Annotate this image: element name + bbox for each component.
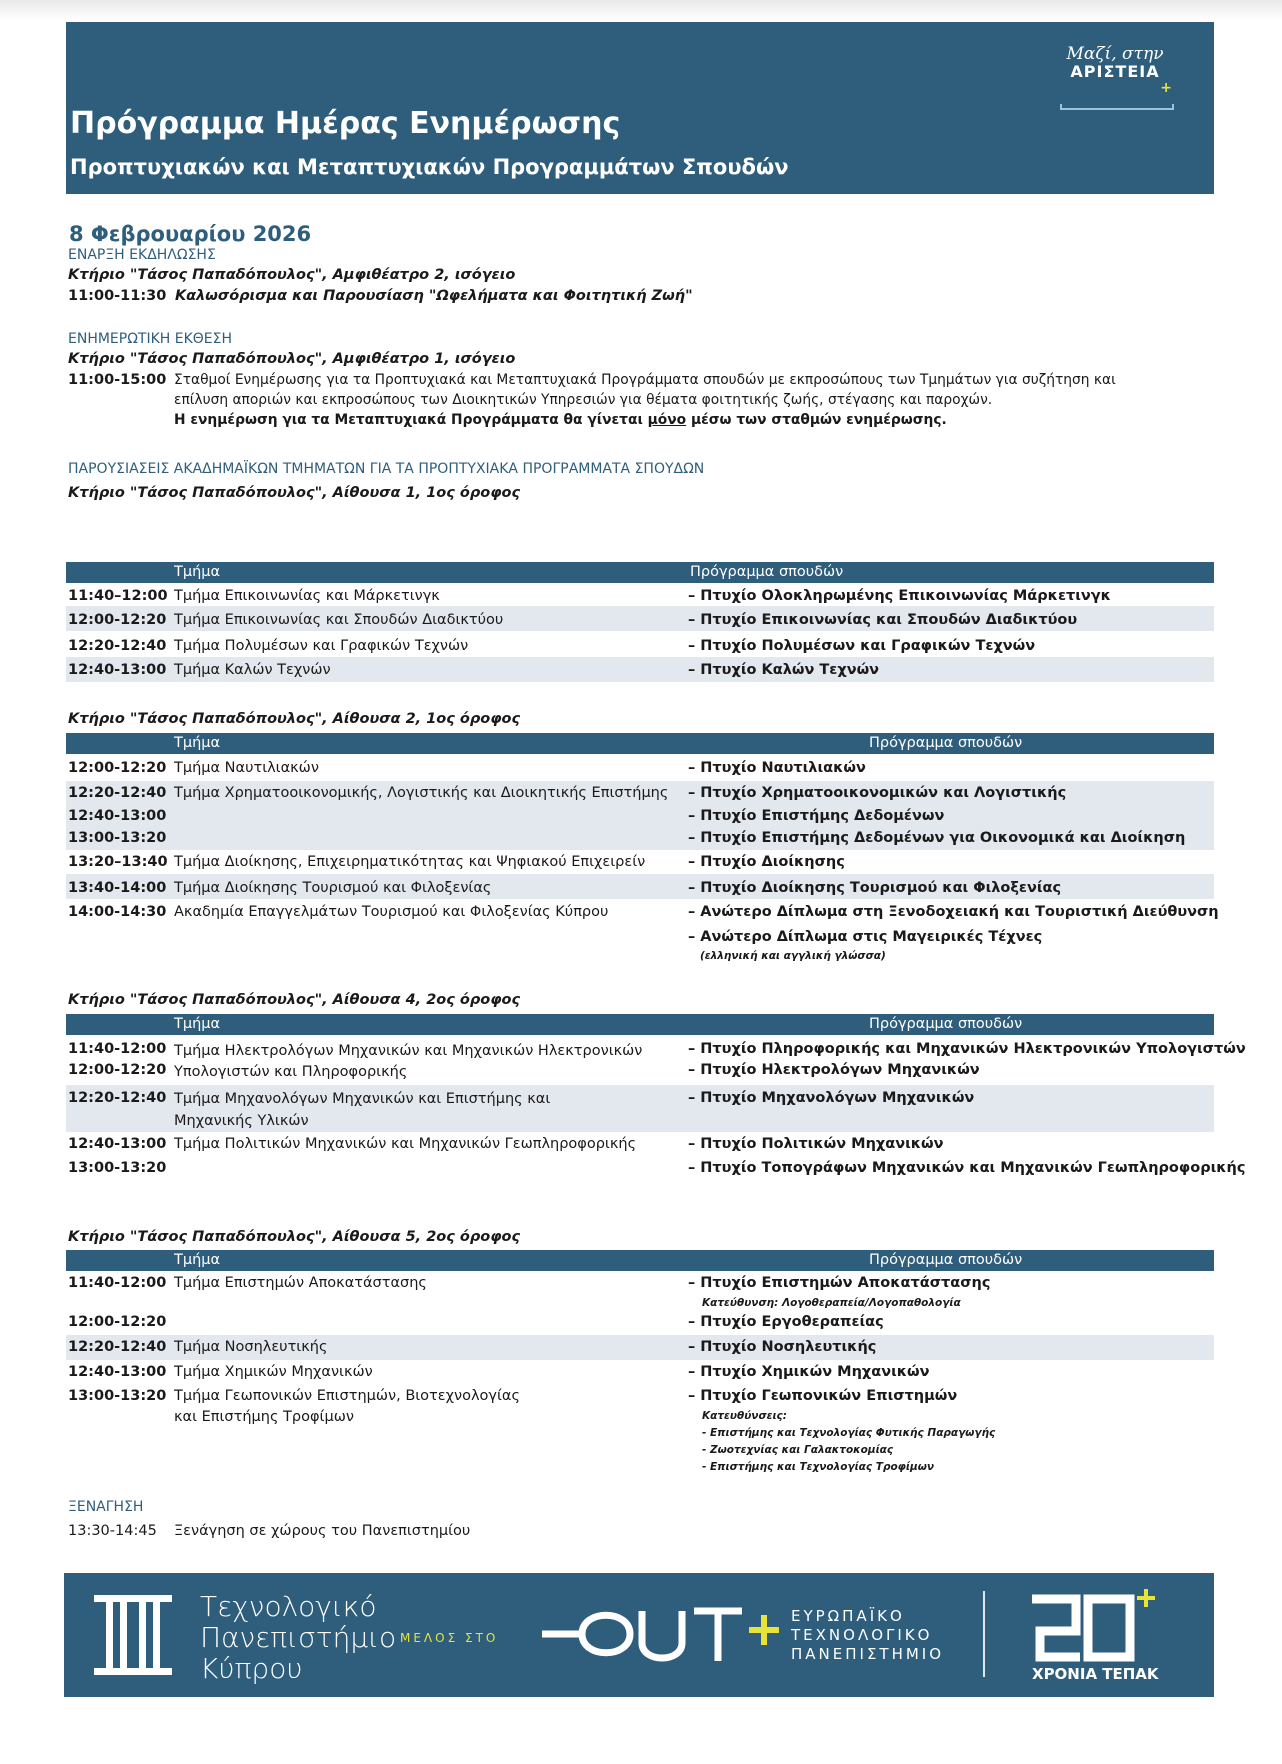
note-before: Η ενημέρωση για τα Μεταπτυχιακά Προγράμματα θα γίνεται xyxy=(174,412,648,428)
table-cell-time: 12:20-12:40 xyxy=(68,1339,167,1355)
table-cell-dept: Τμήμα Καλών Τεχνών xyxy=(174,662,331,678)
hall1-table-header xyxy=(66,562,1214,583)
logo-underline xyxy=(1060,104,1174,110)
col-dept-header: Τμήμα xyxy=(174,564,221,580)
hall4-table-header xyxy=(66,1014,1214,1035)
table-cell-program: – Πτυχίο Μηχανολόγων Μηχανικών xyxy=(688,1090,975,1106)
program-note: - Επιστήμης και Τεχνολογίας Φυτικής Παραγωγής xyxy=(702,1427,996,1439)
table-cell-program: – Ανώτερο Δίπλωμα στις Μαγειρικές Τέχνες xyxy=(688,929,1043,945)
table-cell-time: 13:00-13:20 xyxy=(68,1160,167,1176)
university-name-line3: Κύπρου xyxy=(200,1652,303,1685)
hall4-location: Κτήριο "Τάσος Παπαδόπουλος", Αίθουσα 4, 2ος όροφος xyxy=(68,992,521,1008)
col-dept-header: Τμήμα xyxy=(174,735,221,751)
eut-name xyxy=(791,1607,944,1664)
opening-line xyxy=(68,288,693,304)
page-title: Πρόγραμμα Ημέρας Ενημέρωσης xyxy=(70,106,621,141)
table-cell-program: – Πτυχίο Πληροφορικής και Μηχανικών Ηλεκτρονικών Υπολογιστών xyxy=(688,1041,1246,1057)
table-cell-dept: Τμήμα Ναυτιλιακών xyxy=(174,760,319,776)
table-cell-program: – Πτυχίο Πολυμέσων και Γραφικών Τεχνών xyxy=(688,638,1036,654)
hall5-table-header xyxy=(66,1250,1214,1271)
table-cell-program: – Πτυχίο Επιστήμης Δεδομένων για Οικονομικά και Διοίκηση xyxy=(688,830,1186,846)
table-cell-program: – Πτυχίο Πολιτικών Μηχανικών xyxy=(688,1136,944,1152)
table-cell-time: 11:40–12:00 xyxy=(68,588,168,604)
event-date: 8 Φεβρουαρίου 2026 xyxy=(69,222,312,246)
table-cell-program: – Πτυχίο Εργοθεραπείας xyxy=(688,1314,884,1330)
opening-title: ΕΝΑΡΞΗ ΕΚΔΗΛΩΣΗΣ xyxy=(68,247,216,263)
exhibition-time: 11:00-15:00 xyxy=(68,372,167,388)
table-cell-dept: Μηχανικής Υλικών xyxy=(174,1113,309,1129)
page-top-edge xyxy=(0,0,1282,20)
table-cell-program: – Πτυχίο Τοπογράφων Μηχανικών και Μηχανικών Γεωπληροφορικής xyxy=(688,1160,1246,1176)
table-cell-time: 14:00-14:30 xyxy=(68,904,167,920)
table-cell-time: 12:40-13:00 xyxy=(68,1136,167,1152)
table-cell-dept: Υπολογιστών και Πληροφορικής xyxy=(174,1064,408,1080)
table-cell-program: – Πτυχίο Διοίκησης Τουρισμού και Φιλοξενίας xyxy=(688,880,1062,896)
table-cell-program: – Πτυχίο Επιστήμης Δεδομένων xyxy=(688,808,945,824)
exhibition-line1: Σταθμοί Ενημέρωσης για τα Προπτυχιακά και Μεταπτυχιακά Προγράμματα σπουδών με εκπροσώπους των Τμημάτων για συζήτηση και xyxy=(174,372,1116,388)
table-cell-dept: Ακαδημία Επαγγελμάτων Τουρισμού και Φιλοξενίας Κύπρου xyxy=(174,904,609,920)
table-cell-time: 13:00-13:20 xyxy=(68,1388,167,1404)
anniversary-text: ΧΡΟΝΙΑ ΤΕΠΑΚ xyxy=(1032,1665,1159,1683)
col-program-header: Πρόγραμμα σπουδών xyxy=(869,735,1023,751)
table-cell-program: – Πτυχίο Διοίκησης xyxy=(688,854,845,870)
table-cell-time: 12:00-12:20 xyxy=(68,1314,167,1330)
table-cell-time: 12:40-13:00 xyxy=(68,808,167,824)
col-program-header: Πρόγραμμα σπουδών xyxy=(869,1016,1023,1032)
table-cell-time: 13:20–13:40 xyxy=(68,854,168,870)
table-cell-dept: Τμήμα Μηχανολόγων Μηχανικών και Επιστήμης και xyxy=(174,1091,551,1107)
presentations-title: ΠΑΡΟΥΣΙΑΣΕΙΣ ΑΚΑΔΗΜΑΪΚΩΝ ΤΜΗΜΑΤΩΝ ΓΙΑ ΤΑ ΠΡΟΠΤΥΧΙΑΚΑ ΠΡΟΓΡΑΜΜΑΤΑ ΣΠΟΥΔΩΝ xyxy=(68,461,705,477)
page-footer xyxy=(64,1573,1214,1697)
table-cell-program: – Πτυχίο Χρηματοοικονομικών και Λογιστικής xyxy=(688,785,1067,801)
tour-text: Ξενάγηση σε χώρους του Πανεπιστημίου xyxy=(174,1523,471,1539)
table-cell-time: 12:00-12:20 xyxy=(68,760,167,776)
table-cell-dept: Τμήμα Χρηματοοικονομικής, Λογιστικής και Διοικητικής Επιστήμης xyxy=(174,785,669,801)
hall2-table-header xyxy=(66,733,1214,754)
table-cell-dept: Τμήμα Γεωπονικών Επιστημών, Βιοτεχνολογίας xyxy=(174,1388,520,1404)
page-subtitle: Προπτυχιακών και Μεταπτυχιακών Προγραμμάτων Σπουδών xyxy=(70,155,789,179)
col-dept-header: Τμήμα xyxy=(174,1252,221,1268)
col-program-header: Πρόγραμμα σπουδών xyxy=(869,1252,1023,1268)
hall1-location: Κτήριο "Τάσος Παπαδόπουλος", Αίθουσα 1, 1ος όροφος xyxy=(68,485,521,501)
table-cell-program: – Ανώτερο Δίπλωμα στη Ξενοδοχειακή και Τουριστική Διεύθυνση xyxy=(688,904,1219,920)
hall5-location: Κτήριο "Τάσος Παπαδόπουλος", Αίθουσα 5, 2ος όροφος xyxy=(68,1229,521,1245)
table-cell-time: 12:20-12:40 xyxy=(68,785,167,801)
table-cell-program: – Πτυχίο Γεωπονικών Επιστημών xyxy=(688,1388,958,1404)
opening-location: Κτήριο "Τάσος Παπαδόπουλος", Αμφιθέατρο 2, ισόγειο xyxy=(68,267,516,283)
table-cell-program: – Πτυχίο Ολοκληρωμένης Επικοινωνίας Μάρκετινγκ xyxy=(688,588,1111,604)
table-cell-time: 12:20-12:40 xyxy=(68,1090,167,1106)
table-cell-dept: Τμήμα Επικοινωνίας και Σπουδών Διαδικτύου xyxy=(174,612,504,628)
exhibition-note xyxy=(174,412,947,428)
col-dept-header: Τμήμα xyxy=(174,1016,221,1032)
exhibition-location: Κτήριο "Τάσος Παπαδόπουλος", Αμφιθέατρο 1, ισόγειο xyxy=(68,351,516,367)
table-cell-time: 12:20-12:40 xyxy=(68,638,167,654)
tour-time: 13:30-14:45 xyxy=(68,1523,157,1539)
program-note: - Επιστήμης και Τεχνολογίας Τροφίμων xyxy=(702,1461,934,1473)
table-cell-time: 12:40-13:00 xyxy=(68,1364,167,1380)
tour-title: ΞΕΝΑΓΗΣΗ xyxy=(68,1499,144,1515)
footer-divider xyxy=(983,1591,985,1677)
exhibition-line2: επίλυση αποριών και εκπροσώπους των Διοικητικών Υπηρεσιών για θέματα φοιτητικής ζωής, στέγασης και παροχών. xyxy=(174,392,993,408)
logo-line2: ΑΡΙΣΤΕΙΑ xyxy=(1070,62,1160,81)
logo-line1: Μαζί, στην xyxy=(1066,44,1164,64)
page-header xyxy=(66,22,1214,194)
col-program-header: Πρόγραμμα σπουδών xyxy=(690,564,844,580)
table-cell-dept: Τμήμα Χημικών Μηχανικών xyxy=(174,1364,373,1380)
program-note: (ελληνική και αγγλική γλώσσα) xyxy=(700,950,886,962)
program-note: Κατεύθυνση: Λογοθεραπεία/Λογοπαθολογία xyxy=(702,1297,961,1309)
table-cell-time: 12:00-12:20 xyxy=(68,1062,167,1078)
table-cell-dept: Τμήμα Επιστημών Αποκατάστασης xyxy=(174,1275,427,1291)
table-cell-program: – Πτυχίο Χημικών Μηχανικών xyxy=(688,1364,930,1380)
table-cell-dept: Τμήμα Ηλεκτρολόγων Μηχανικών και Μηχανικών Ηλεκτρονικών xyxy=(174,1043,643,1059)
university-name xyxy=(200,1591,396,1684)
table-cell-dept: Τμήμα Νοσηλευτικής xyxy=(174,1339,328,1355)
table-cell-time: 13:00-13:20 xyxy=(68,830,167,846)
table-cell-program: – Πτυχίο Επιστημών Αποκατάστασης xyxy=(688,1275,991,1291)
program-note: - Ζωοτεχνίας και Γαλακτοκομίας xyxy=(702,1444,894,1456)
university-name-line1: Τεχνολογικό xyxy=(200,1590,377,1623)
logo-plus-icon: + xyxy=(1160,80,1172,96)
table-cell-time: 13:40-14:00 xyxy=(68,880,167,896)
table-cell-dept: Τμήμα Επικοινωνίας και Μάρκετινγκ xyxy=(174,588,440,604)
opening-time: 11:00-11:30 xyxy=(68,288,167,304)
exhibition-title: ΕΝΗΜΕΡΩΤΙΚΗ ΕΚΘΕΣΗ xyxy=(68,331,233,347)
table-cell-program: – Πτυχίο Καλών Τεχνών xyxy=(688,662,880,678)
university-name-line2: Πανεπιστήμιο xyxy=(200,1621,397,1654)
tepak-logo-icon xyxy=(94,1595,172,1675)
eut-name-line3: ΠΑΝΕΠΙΣΤΗΜΙΟ xyxy=(791,1645,945,1663)
eut-name-line1: ΕΥΡΩΠΑΪΚΟ xyxy=(791,1607,905,1625)
table-cell-dept: Τμήμα Διοίκησης, Επιχειρηματικότητας και Ψηφιακού Επιχειρείν xyxy=(174,854,646,870)
table-cell-program: – Πτυχίο Νοσηλευτικής xyxy=(688,1339,877,1355)
eut-name-line2: ΤΕΧΝΟΛΟΓΙΚΟ xyxy=(791,1626,933,1644)
table-cell-dept: Τμήμα Πολυμέσων και Γραφικών Τεχνών xyxy=(174,638,469,654)
member-of-label: ΜΕΛΟΣ ΣΤΟ xyxy=(400,1631,499,1645)
table-cell-dept: Τμήμα Διοίκησης Τουρισμού και Φιλοξενίας xyxy=(174,880,492,896)
opening-text: Καλωσόρισμα και Παρουσίαση "Ωφελήματα και Φοιτητική Ζωή" xyxy=(174,288,693,304)
eut-logo-icon xyxy=(542,1591,804,1677)
table-cell-time: 12:40-13:00 xyxy=(68,662,167,678)
table-cell-time: 11:40-12:00 xyxy=(68,1275,167,1291)
table-cell-program: – Πτυχίο Ηλεκτρολόγων Μηχανικών xyxy=(688,1062,980,1078)
table-cell-dept: Τμήμα Πολιτικών Μηχανικών και Μηχανικών Γεωπληροφορικής xyxy=(174,1136,637,1152)
note-after: μέσω των σταθμών ενημέρωσης. xyxy=(686,412,947,428)
table-cell-program: – Πτυχίο Επικοινωνίας και Σπουδών Διαδικτύου xyxy=(688,612,1078,628)
table-cell-program: – Πτυχίο Ναυτιλιακών xyxy=(688,760,866,776)
aristeia-logo xyxy=(1060,44,1170,122)
hall2-location: Κτήριο "Τάσος Παπαδόπουλος", Αίθουσα 2, 1ος όροφος xyxy=(68,711,521,727)
program-note: Κατευθύνσεις: xyxy=(702,1410,787,1422)
note-underlined: μόνο xyxy=(647,412,687,428)
table-cell-dept: και Επιστήμης Τροφίμων xyxy=(174,1409,354,1425)
table-cell-time: 12:00-12:20 xyxy=(68,612,167,628)
table-cell-time: 11:40-12:00 xyxy=(68,1041,167,1057)
